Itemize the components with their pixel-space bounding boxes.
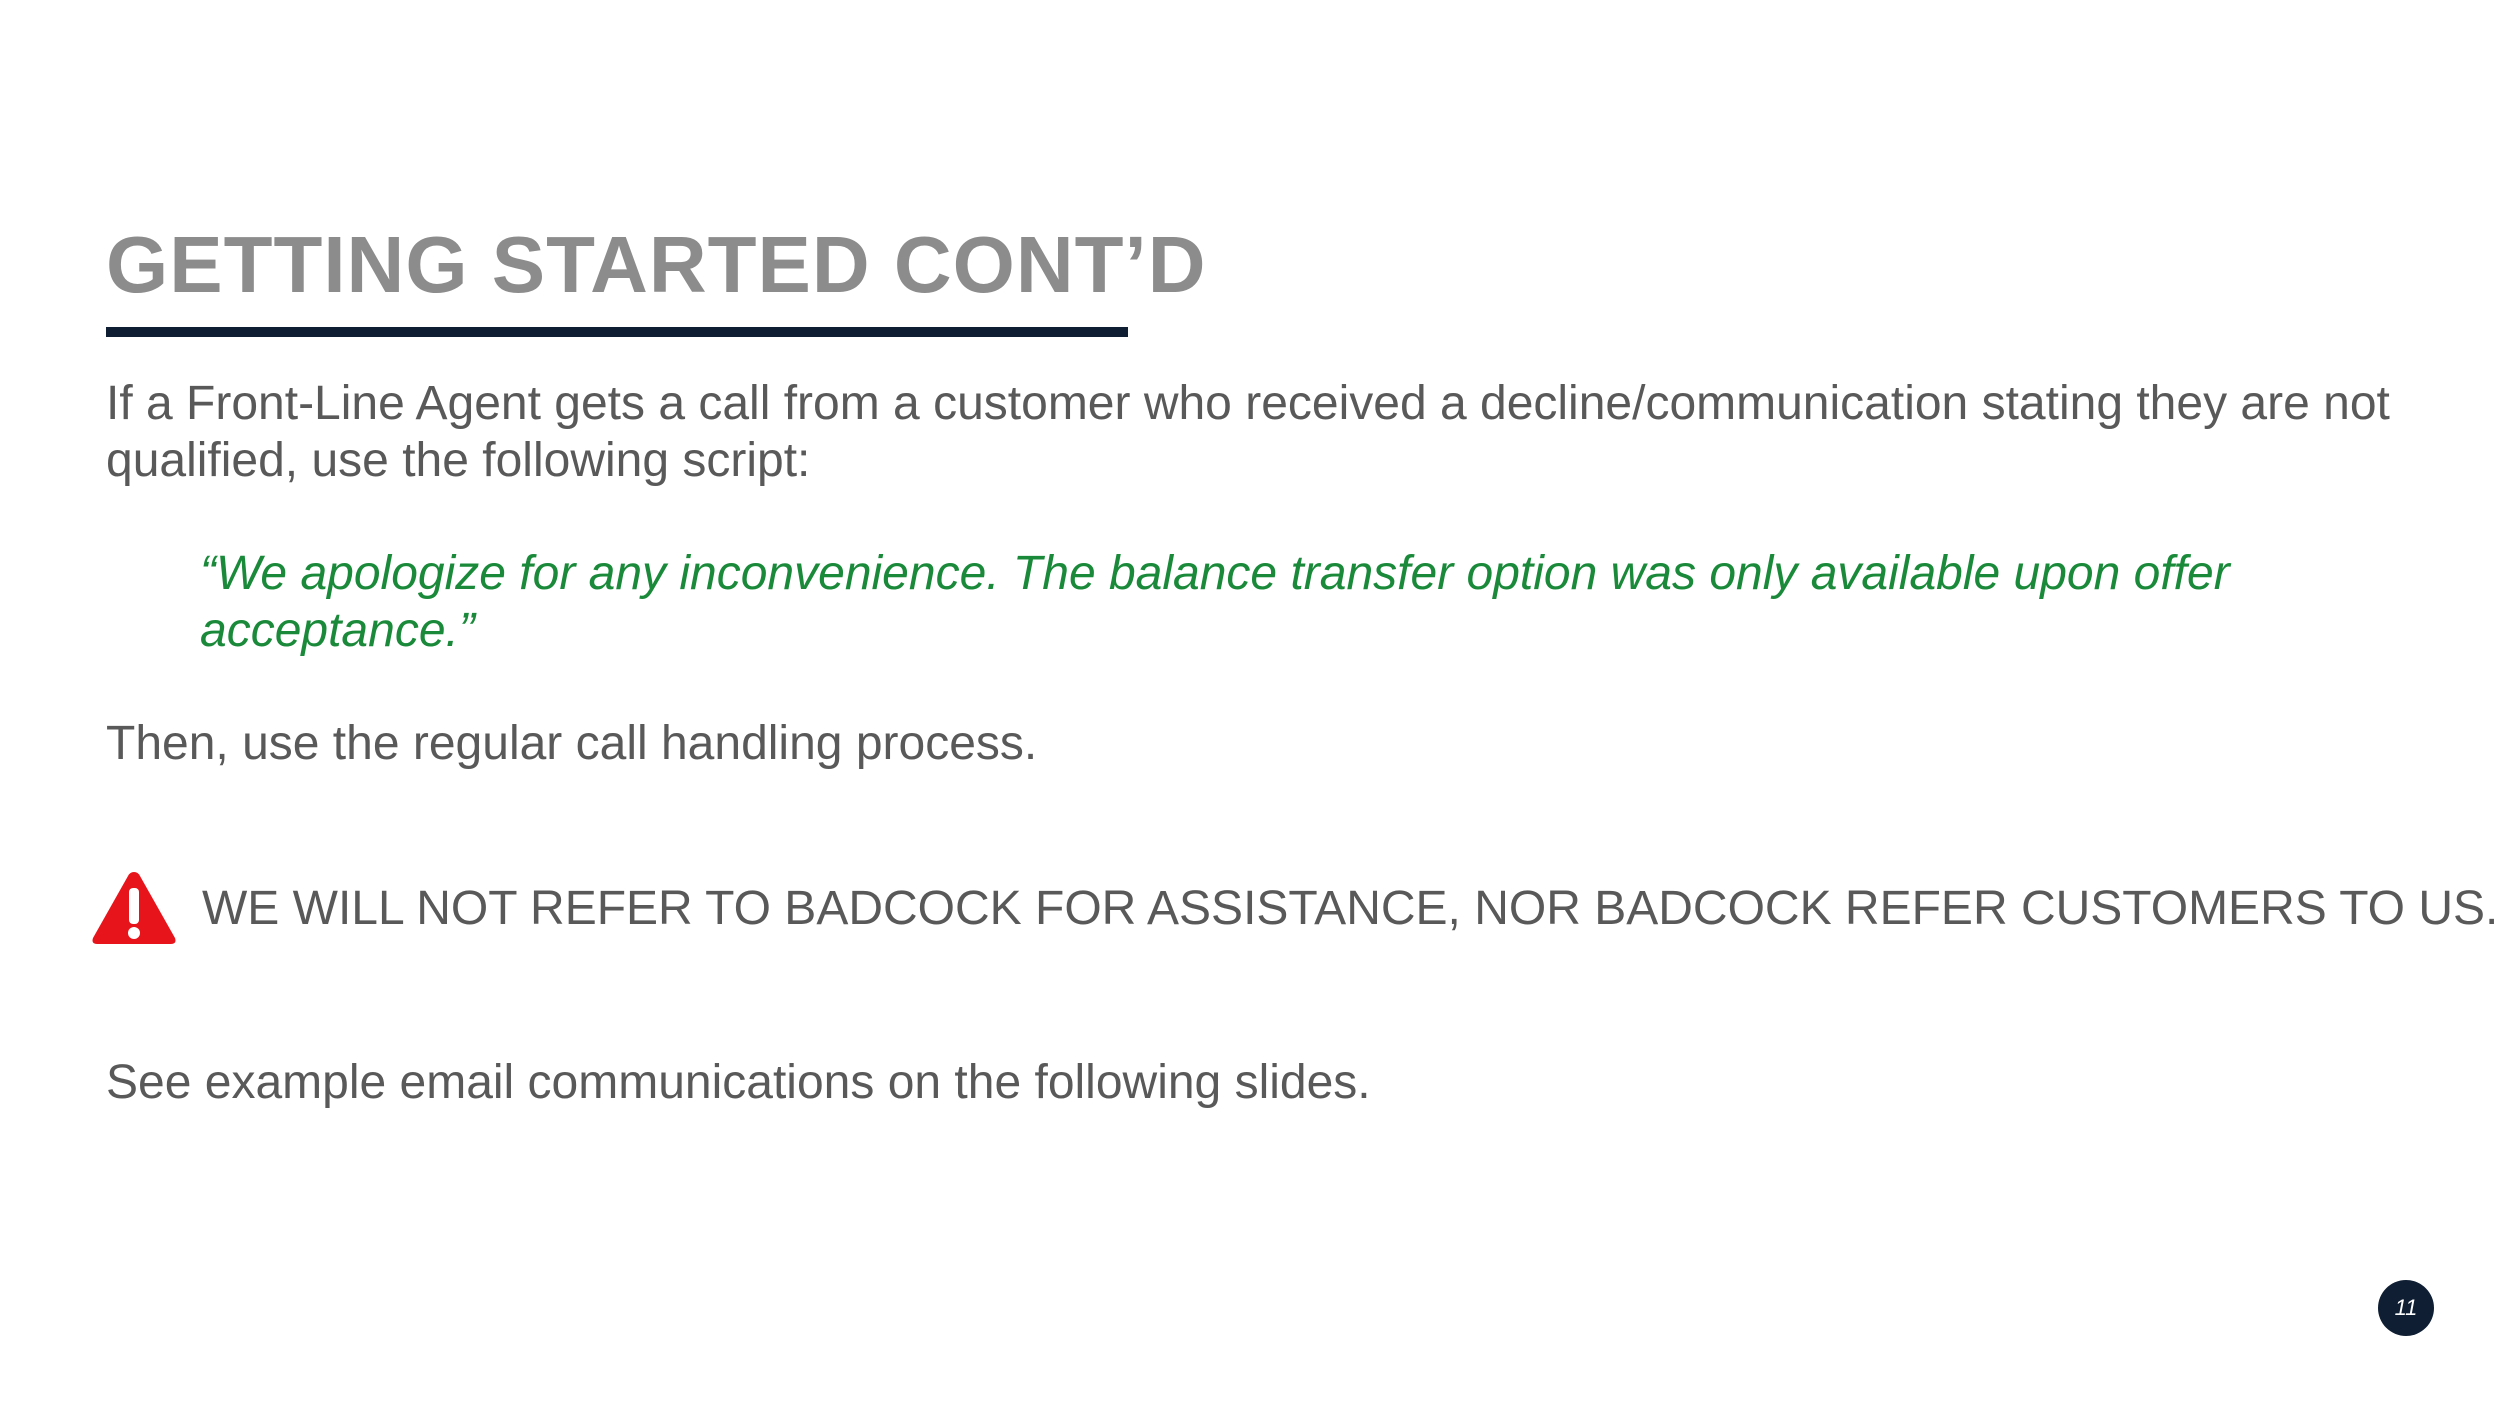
see-example-paragraph: See example email communications on the following slides. — [106, 1056, 1371, 1109]
page-number-badge: 11 — [2378, 1280, 2434, 1336]
warning-triangle-icon — [90, 868, 178, 948]
then-paragraph: Then, use the regular call handling process. — [106, 717, 1038, 770]
slide-title: GETTING STARTED CONT’D — [106, 220, 1207, 309]
script-quote: “We apologize for any inconvenience. The balance transfer option was only available upon offer acceptance.” — [200, 547, 2230, 657]
warning-text: WE WILL NOT REFER TO BADCOCK FOR ASSISTANCE, NOR BADCOCK REFER CUSTOMERS TO US. — [202, 881, 2499, 935]
intro-paragraph: If a Front-Line Agent gets a call from a customer who received a decline/communication stating they are not qualified, use the following script: — [106, 377, 2390, 487]
warning-notice — [90, 868, 2498, 948]
title-underline — [106, 327, 1128, 337]
